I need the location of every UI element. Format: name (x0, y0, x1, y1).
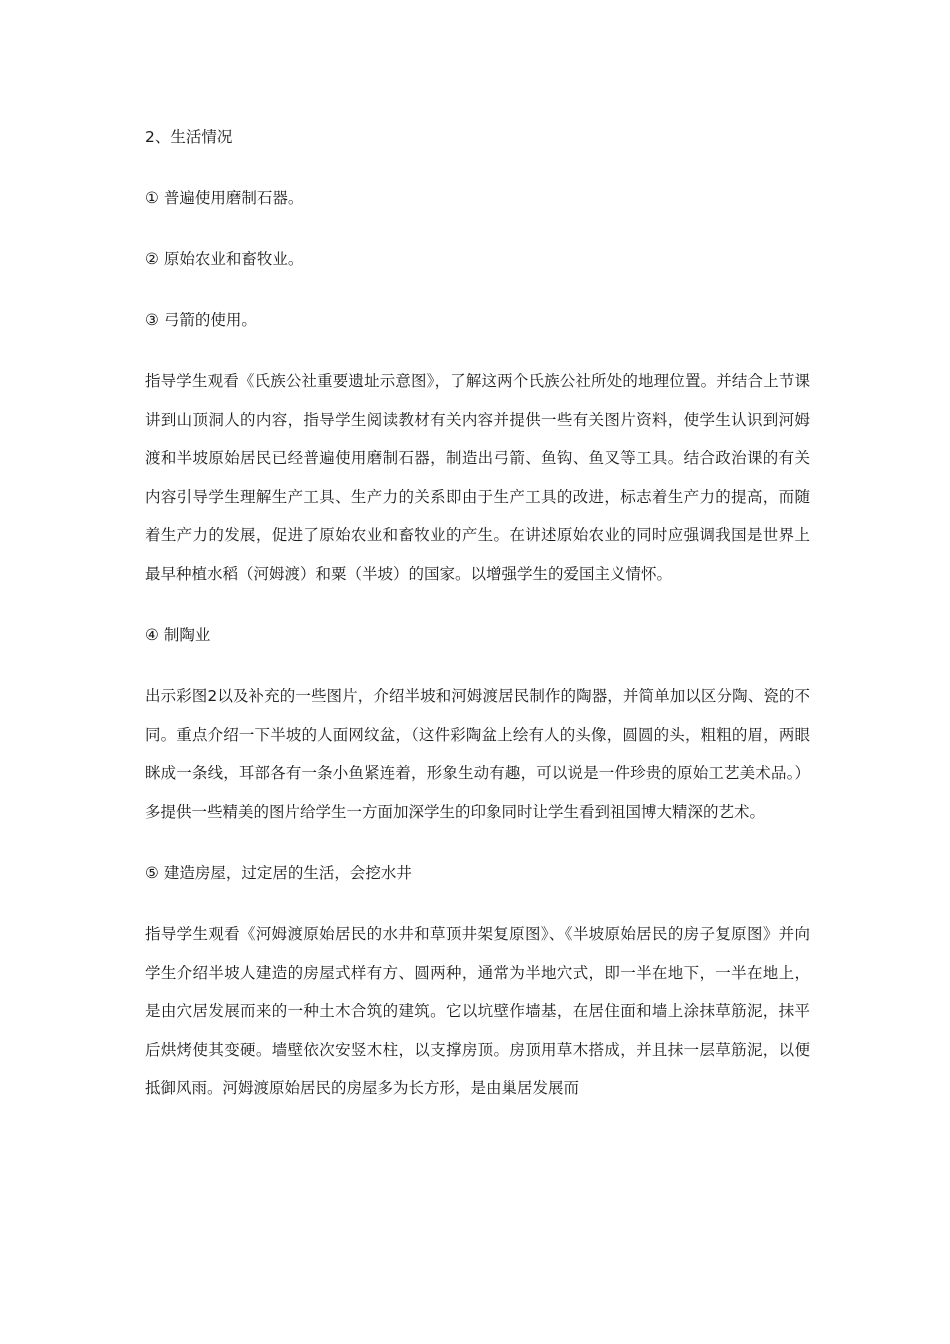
paragraph-tools-productivity: 指导学生观看《氏族公社重要遗址示意图》，了解这两个氏族公社所处的地理位置。并结合上节课讲到山顶洞人的内容，指导学生阅读教材有关内容并提供一些有关图片资料，使学生认识到河姆渡和半坡原始居民已经普遍使用磨制石器，制造出弓箭、鱼钩、鱼叉等工具。结合政治课的有关内容引导学生理解生产工具、生产力的关系即由于生产工具的改进，标志着生产力的提高，而随着生产力的发展，促进了原始农业和畜牧业的产生。在讲述原始农业的同时应强调我国是世界上最早种植水稻（河姆渡）和粟（半坡）的国家。以增强学生的爱国主义情怀。 (145, 372, 810, 583)
list-item-agriculture: ② 原始农业和畜牧业。 (145, 250, 304, 268)
paragraph-housing: 指导学生观看《河姆渡原始居民的水井和草顶井架复原图》、《半坡原始居民的房子复原图》并向学生介绍半坡人建造的房屋式样有方、圆两种，通常为半地穴式，即一半在地下，一半在地上，是由穴居发展而来的一种土木合筑的建筑。它以坑壁作墙基，在居住面和墙上涂抹草筋泥，抹平后烘烤使其变硬。墙壁依次安竖木柱，以支撑房顶。房顶用草木搭成，并且抹一层草筋泥，以便抵御风雨。河姆渡原始居民的房屋多为长方形，是由巢居发展而 (145, 925, 810, 1097)
list-item-bow-arrow: ③ 弓箭的使用。 (145, 311, 257, 329)
paragraph-pottery: 出示彩图2以及补充的一些图片，介绍半坡和河姆渡居民制作的陶器，并简单加以区分陶、瓷的不同。重点介绍一下半坡的人面网纹盆，（这件彩陶盆上绘有人的头像，圆圆的头，粗粗的眉，两眼眯成一条线，耳部各有一条小鱼紧连着，形象生动有趣，可以说是一件珍贵的原始工艺美术品。）多提供一些精美的图片给学生一方面加深学生的印象同时让学生看到祖国博大精深的艺术。 (145, 687, 810, 821)
section-heading: 2、生活情况 (145, 128, 233, 146)
list-item-housing: ⑤ 建造房屋，过定居的生活，会挖水井 (145, 864, 412, 882)
document-body (145, 118, 810, 1131)
list-item-pottery: ④ 制陶业 (145, 626, 211, 644)
list-item-stone-tools: ① 普遍使用磨制石器。 (145, 189, 304, 207)
